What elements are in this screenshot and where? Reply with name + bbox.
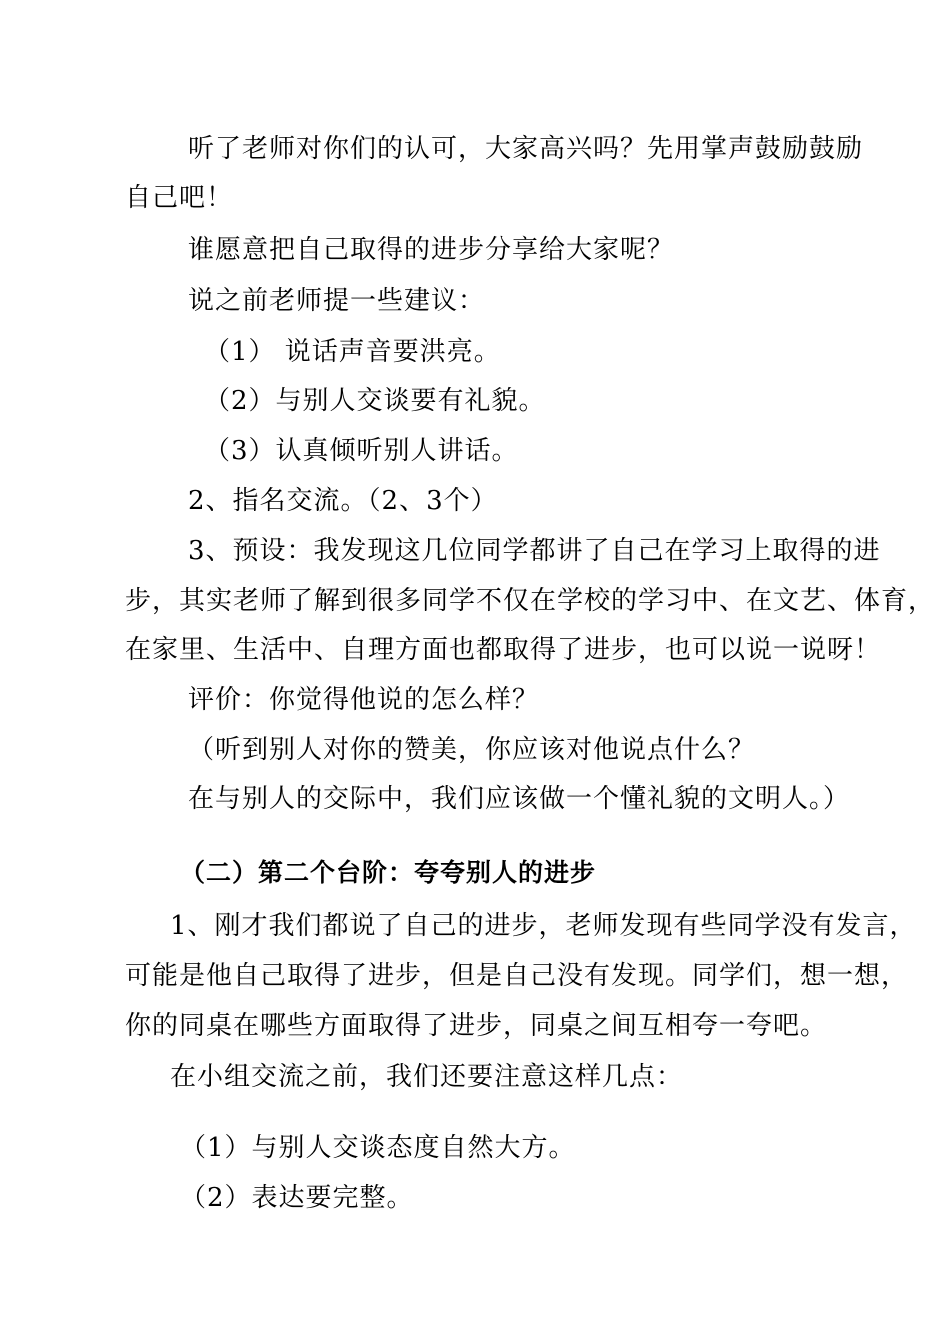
paragraph-line: 谁愿意把自己取得的进步分享给大家呢？ <box>188 235 675 265</box>
section-heading: （二）第二个台阶：夸夸别人的进步 <box>180 858 597 887</box>
paragraph-line: 说之前老师提一些建议： <box>188 286 486 316</box>
paragraph-line: 2、指名交流。（2、3个） <box>188 486 498 516</box>
paragraph-line: 3、预设：我发现这几位同学都讲了自己在学习上取得的进 <box>188 536 881 566</box>
paragraph-line: 自己吧！ <box>125 183 234 213</box>
paragraph-line: 步，其实老师了解到很多同学不仅在学校的学习中、在文艺、体育， <box>125 586 936 616</box>
paragraph-line: 在与别人的交际中，我们应该做一个懂礼貌的文明人。） <box>188 784 851 814</box>
paragraph-line: 可能是他自己取得了进步，但是自己没有发现。同学们，想一想， <box>125 961 909 991</box>
list-item: （2）表达要完整。 <box>180 1183 414 1213</box>
paragraph-line: 在家里、生活中、自理方面也都取得了进步，也可以说一说呀！ <box>125 635 882 665</box>
list-item: （3）认真倾听别人讲话。 <box>204 436 519 466</box>
paragraph-line: 1、刚才我们都说了自己的进步，老师发现有些同学没有发言， <box>170 911 917 941</box>
paragraph-line: 你的同桌在哪些方面取得了进步，同桌之间互相夸一夸吧。 <box>125 1011 828 1041</box>
list-item: （1）与别人交谈态度自然大方。 <box>180 1133 576 1163</box>
paragraph-line: （听到别人对你的赞美，你应该对他说点什么？ <box>188 735 756 765</box>
paragraph-line: 在小组交流之前，我们还要注意这样几点： <box>170 1062 684 1092</box>
list-item: （1） 说话声音要洪亮。 <box>204 337 501 367</box>
paragraph-line: 评价：你觉得他说的怎么样？ <box>188 685 540 715</box>
list-item: （2）与别人交谈要有礼貌。 <box>204 386 546 416</box>
paragraph-line: 听了老师对你们的认可，大家高兴吗？先用掌声鼓励鼓励 <box>188 134 864 164</box>
